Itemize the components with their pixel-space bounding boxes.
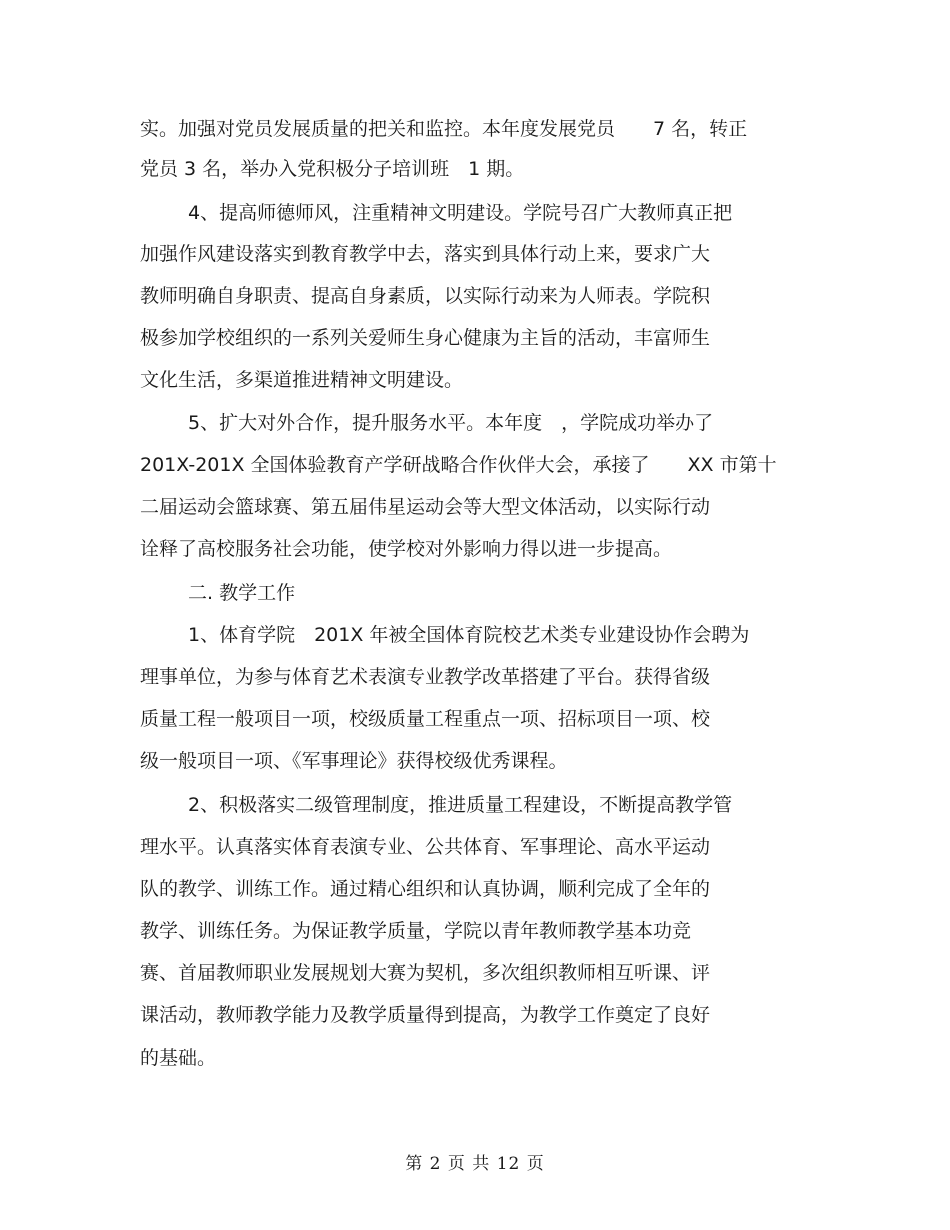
text-line: 教师明确自身职责、提高自身素质，以实际行动来为人师表。学院积 [140, 285, 711, 307]
text-line: 实。加强对党员发展质量的把关和监控。本年度发展党员 7 名，转正 [140, 118, 748, 140]
text-line: 二届运动会篮球赛、第五届伟星运动会等大型文体活动，以实际行动 [140, 496, 711, 518]
section-heading: 二. 教学工作 [188, 582, 296, 604]
text-line: 教学、训练任务。为保证教学质量，学院以青年教师教学基本功竞 [140, 920, 692, 942]
text-line: 诠释了高校服务社会功能，使学校对外影响力得以进一步提高。 [140, 538, 673, 560]
text-line: 加强作风建设落实到教育教学中去，落实到具体行动上来，要求广大 [140, 243, 711, 265]
text-line: 文化生活，多渠道推进精神文明建设。 [140, 369, 464, 391]
text-line: 党员 3 名，举办入党积极分子培训班 1 期。 [140, 158, 525, 180]
text-line: 赛、首届教师职业发展规划大赛为契机，多次组织教师相互听课、评 [140, 962, 711, 984]
text-line: 4、提高师德师风，注重精神文明建设。学院号召广大教师真正把 [188, 202, 733, 224]
text-line: 质量工程一般项目一项，校级质量工程重点一项、招标项目一项、校 [140, 708, 711, 730]
page-footer: 第 2 页 共 12 页 [405, 1154, 545, 1174]
text-line: 队的教学、训练工作。通过精心组织和认真协调，顺利完成了全年的 [140, 878, 711, 900]
text-line: 201X-201X 全国体验教育产学研战略合作伙伴大会，承接了 XX 市第十 [140, 454, 777, 476]
text-line: 级一般项目一项、《军事理论》获得校级优秀课程。 [140, 750, 568, 772]
text-line: 极参加学校组织的一系列关爱师生身心健康为主旨的活动，丰富师生 [140, 327, 711, 349]
text-line: 2、积极落实二级管理制度，推进质量工程建设，不断提高教学管 [188, 794, 733, 816]
text-line: 5、扩大对外合作，提升服务水平。本年度 ，学院成功举办了 [188, 412, 714, 434]
text-line: 课活动，教师教学能力及教学质量得到提高，为教学工作奠定了良好 [140, 1004, 711, 1026]
text-line: 理水平。认真落实体育表演专业、公共体育、军事理论、高水平运动 [140, 836, 711, 858]
text-line: 理事单位，为参与体育艺术表演专业教学改革搭建了平台。获得省级 [140, 666, 711, 688]
text-line: 的基础。 [140, 1047, 217, 1069]
text-line: 1、体育学院 201X 年被全国体育院校艺术类专业建设协作会聘为 [188, 624, 750, 646]
